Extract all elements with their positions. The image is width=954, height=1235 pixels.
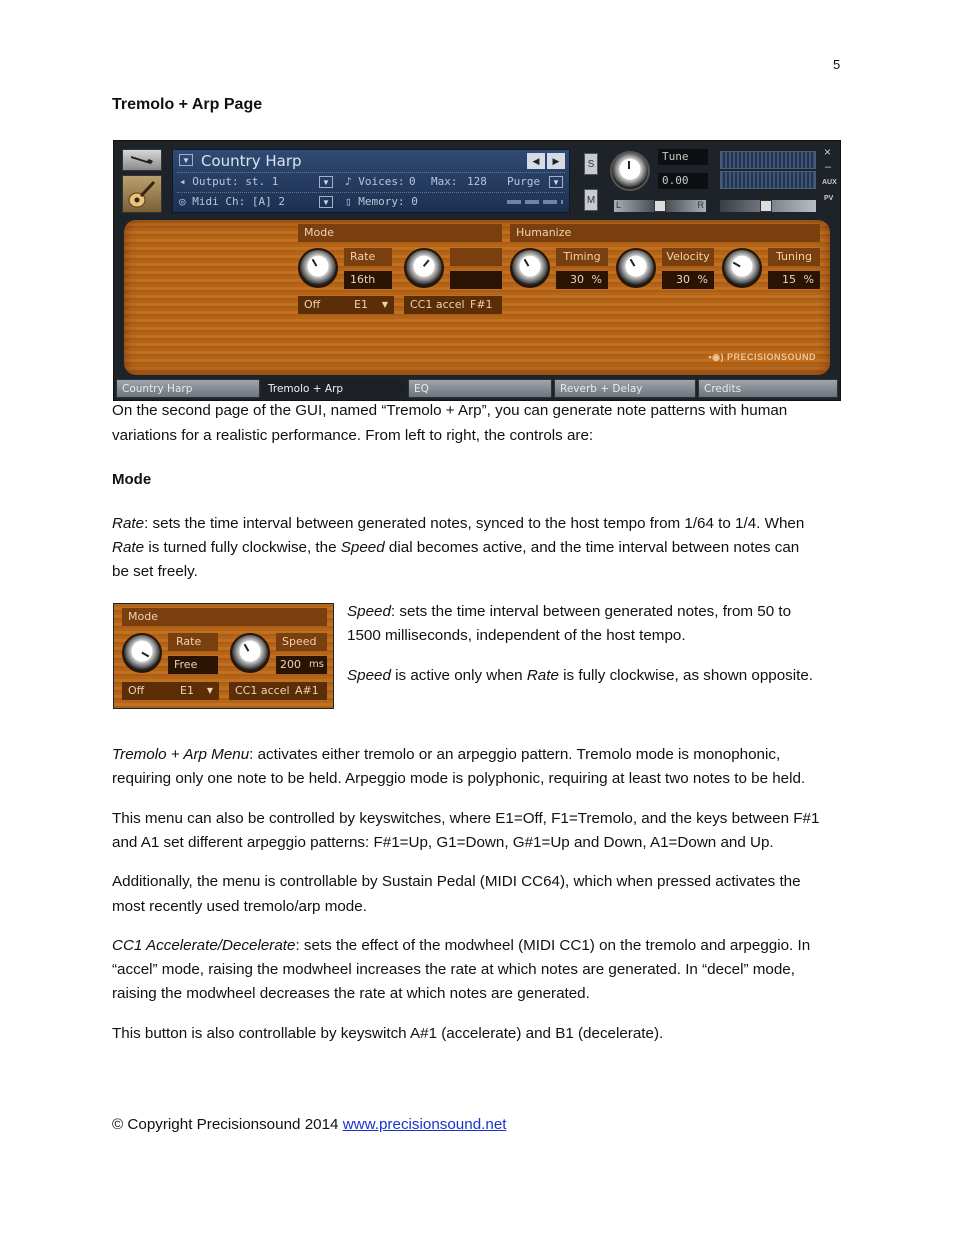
velocity-unit: % (697, 273, 708, 286)
mini-cc1-key: A#1 (295, 684, 319, 697)
tremolo-arp-panel (124, 220, 830, 375)
speed-text-1: : sets the time interval between generated notes, from 50 to (390, 603, 792, 620)
copyright-text: © Copyright Precisionsound 2014 (112, 1116, 343, 1133)
memory-label: Memory: (358, 195, 405, 208)
rate-value: 16th (344, 271, 392, 289)
rate-paragraph-line-3: be set freely. (112, 563, 198, 580)
speed-knob[interactable] (404, 248, 444, 288)
cc1-label: CC1 accel (410, 298, 465, 311)
speed-term: Speed (347, 667, 391, 684)
mode-heading: Mode (112, 471, 152, 488)
voices-label: Voices: (358, 175, 405, 188)
output-dropdown-icon[interactable]: ▼ (319, 176, 333, 188)
timing-unit: % (591, 273, 602, 286)
mini-cc1-accel-button[interactable] (229, 682, 327, 700)
speed-paragraph-line-1 (347, 600, 847, 625)
speed-active-a: is active only when (390, 667, 527, 684)
wrench-icon[interactable] (122, 149, 162, 171)
mini-speed-knob[interactable] (230, 633, 270, 673)
rate-text-1: : sets the time interval between generated notes, synced to the host tempo from 1/64 to 1/4. When (144, 515, 805, 532)
volume-slider[interactable] (720, 200, 816, 212)
footer (112, 1113, 847, 1138)
close-icon[interactable]: × (824, 145, 832, 159)
velocity-value-field (662, 271, 714, 289)
voices-field: ♪ Voices: (345, 175, 405, 188)
pv-button[interactable]: PV (824, 195, 834, 202)
keyswitch-line-1: This menu can also be controlled by keyswitches, where E1=Off, F1=Tremolo, and the keys between F#1 (112, 810, 820, 827)
mini-tremolo-arp-menu[interactable] (122, 682, 219, 700)
midi-channel-field[interactable]: ◎ Midi Ch: [A] 2 (179, 195, 285, 208)
rate-term: Rate (526, 667, 559, 684)
speed-active-b: is fully clockwise, as shown opposite. (558, 667, 814, 684)
mini-speed-value: 200 (280, 658, 301, 671)
cc1-paragraph-line-3: raising the modwheel decreases the rate at which notes are generated. (112, 985, 590, 1002)
speed-term: Speed (340, 539, 385, 556)
instrument-name: Country Harp (201, 152, 302, 170)
purge-dropdown-icon[interactable]: ▼ (549, 176, 563, 188)
rate-paragraph-line-2 (112, 536, 847, 561)
timing-value-field (556, 271, 608, 289)
menu-paragraph-line-2: requiring only one note to be held. Arpeggio mode is polyphonic, requiring at least two notes to be held. (112, 770, 806, 787)
max-value: 128 (467, 175, 487, 188)
section-title: Tremolo + Arp Page (112, 96, 263, 113)
page-tabs (116, 379, 840, 399)
speed-label-bar (450, 248, 502, 266)
speed-paragraph-line-2: 1500 milliseconds, independent of the host tempo. (347, 627, 686, 644)
mini-speed-unit: ms (309, 659, 324, 670)
cc1-paragraph-line-1 (112, 934, 847, 959)
timing-value: 30 (570, 273, 584, 286)
rate-knob[interactable] (298, 248, 338, 288)
timing-label: Timing (556, 248, 608, 266)
intro-line-1: On the second page of the GUI, named “Tremolo + Arp”, you can generate note patterns with human (112, 402, 788, 419)
rate-term: Rate (112, 539, 145, 556)
menu-key: E1 (354, 298, 368, 311)
tuning-value: 15 (782, 273, 796, 286)
humanize-header: Humanize (510, 224, 820, 242)
header-divider (177, 192, 565, 194)
precisionsound-logo: •◉) PRECISIONSOUND (708, 352, 816, 362)
rate-text-2b: dial becomes active, and the time interval between notes can (384, 539, 800, 556)
pan-slider[interactable] (614, 200, 706, 212)
website-link[interactable]: www.precisionsound.net (342, 1116, 507, 1133)
memory-field: ▯ Memory: 0 (345, 195, 418, 208)
intro-line-2: variations for a realistic performance. From left to right, the controls are: (112, 427, 594, 444)
cc1-term: CC1 Accelerate/Decelerate (112, 937, 296, 954)
keyswitch-line-2: and A1 set different arpeggio patterns: F#1=Up, G1=Down, G#1=Up and Down, A1=Down and Up. (112, 834, 774, 851)
memory-meter (507, 200, 563, 204)
max-label: Max: (431, 175, 458, 188)
tune-knob[interactable] (610, 151, 650, 191)
tuning-unit: % (803, 273, 814, 286)
mode-header: Mode (298, 224, 502, 242)
tab-eq[interactable]: EQ (408, 379, 552, 398)
mini-menu-value: Off (128, 684, 145, 697)
tuning-value-field (768, 271, 820, 289)
mini-rate-knob[interactable] (122, 633, 162, 673)
instrument-gui-screenshot (113, 140, 841, 401)
minimize-icon[interactable]: – (825, 161, 832, 173)
button-keyswitch-line: This button is also controllable by keyswitch A#1 (accelerate) and B1 (decelerate). (112, 1025, 664, 1042)
tune-label: Tune (658, 149, 708, 165)
speed-active-line (347, 664, 847, 689)
menu-text-1: : activates either tremolo or an arpeggio pattern. Tremolo mode is monophonic, (249, 746, 781, 763)
timing-knob[interactable] (510, 248, 550, 288)
mini-cc1-label: CC1 accel (235, 684, 290, 697)
cc1-accel-button[interactable] (404, 296, 502, 314)
midi-value: [A] 2 (251, 195, 285, 208)
rate-term: Rate (112, 515, 145, 532)
velocity-knob[interactable] (616, 248, 656, 288)
instrument-header (172, 149, 570, 213)
level-meter-left (720, 151, 816, 169)
cc1-paragraph-line-2: “accel” mode, raising the modwheel increases the rate at which notes are generated. In “decel” mode, (112, 961, 795, 978)
rate-label: Rate (344, 248, 392, 266)
mini-rate-label: Rate (168, 633, 218, 651)
cc1-text-1: : sets the effect of the modwheel (MIDI CC1) on the tremolo and arpeggio. In (295, 937, 811, 954)
previous-instrument-button[interactable]: ◀ (527, 153, 545, 169)
speed-value (450, 271, 502, 289)
midi-label: Midi Ch: (192, 195, 246, 208)
volume-handle[interactable] (760, 200, 772, 212)
pan-handle[interactable] (654, 200, 666, 212)
tune-value[interactable]: 0.00 (658, 173, 708, 189)
page-number: 5 (833, 57, 841, 72)
tuning-label: Tuning (768, 248, 820, 266)
guitar-icon (122, 175, 162, 213)
mini-speed-value-field (276, 656, 327, 674)
tremolo-arp-menu[interactable] (298, 296, 394, 314)
purge-label[interactable]: Purge (507, 175, 541, 188)
mini-rate-value: Free (168, 656, 218, 674)
solo-button[interactable]: S (584, 153, 598, 175)
chevron-down-icon: ▼ (381, 300, 388, 309)
pan-right-label: R (697, 200, 704, 210)
tab-country-harp[interactable]: Country Harp (116, 379, 260, 398)
menu-value: Off (304, 298, 321, 311)
rate-paragraph-line-1 (112, 512, 847, 537)
tuning-knob[interactable] (722, 248, 762, 288)
cc1-key: F#1 (470, 298, 493, 311)
pan-left-label: L (616, 200, 622, 210)
mode-panel-screenshot (113, 603, 334, 709)
sustain-line-1: Additionally, the menu is controllable by Sustain Pedal (MIDI CC64), which when pressed activates the (112, 873, 801, 890)
memory-value: 0 (411, 195, 418, 208)
aux-button[interactable]: AUX (822, 179, 837, 186)
menu-paragraph-line-1 (112, 743, 847, 768)
level-meter-right (720, 171, 816, 189)
chevron-down-icon: ▼ (206, 686, 213, 695)
speed-term: Speed (347, 603, 391, 620)
tab-reverb-delay[interactable]: Reverb + Delay (554, 379, 696, 398)
mute-button[interactable]: M (584, 189, 598, 211)
velocity-value: 30 (676, 273, 690, 286)
mini-menu-key: E1 (180, 684, 194, 697)
mini-mode-header: Mode (122, 608, 327, 626)
mini-speed-label: Speed (276, 633, 327, 651)
output-value: st. 1 (245, 175, 279, 188)
logo-text: PRECISIONSOUND (726, 352, 816, 362)
sustain-line-2: most recently used tremolo/arp mode. (112, 898, 367, 915)
output-field[interactable]: ◂ Output: st. 1 (179, 175, 279, 188)
chevron-down-icon[interactable]: ▼ (179, 154, 193, 166)
next-instrument-button[interactable]: ▶ (547, 153, 565, 169)
menu-term: Tremolo + Arp Menu (112, 746, 250, 763)
midi-dropdown-icon[interactable]: ▼ (319, 196, 333, 208)
velocity-label: Velocity (662, 248, 714, 266)
rate-text-2a: is turned fully clockwise, the (144, 539, 341, 556)
voices-value: 0 (409, 175, 416, 188)
output-label: Output: (192, 175, 239, 188)
tab-tremolo-arp[interactable]: Tremolo + Arp (262, 379, 406, 398)
header-divider (177, 172, 565, 174)
tab-credits[interactable]: Credits (698, 379, 838, 398)
